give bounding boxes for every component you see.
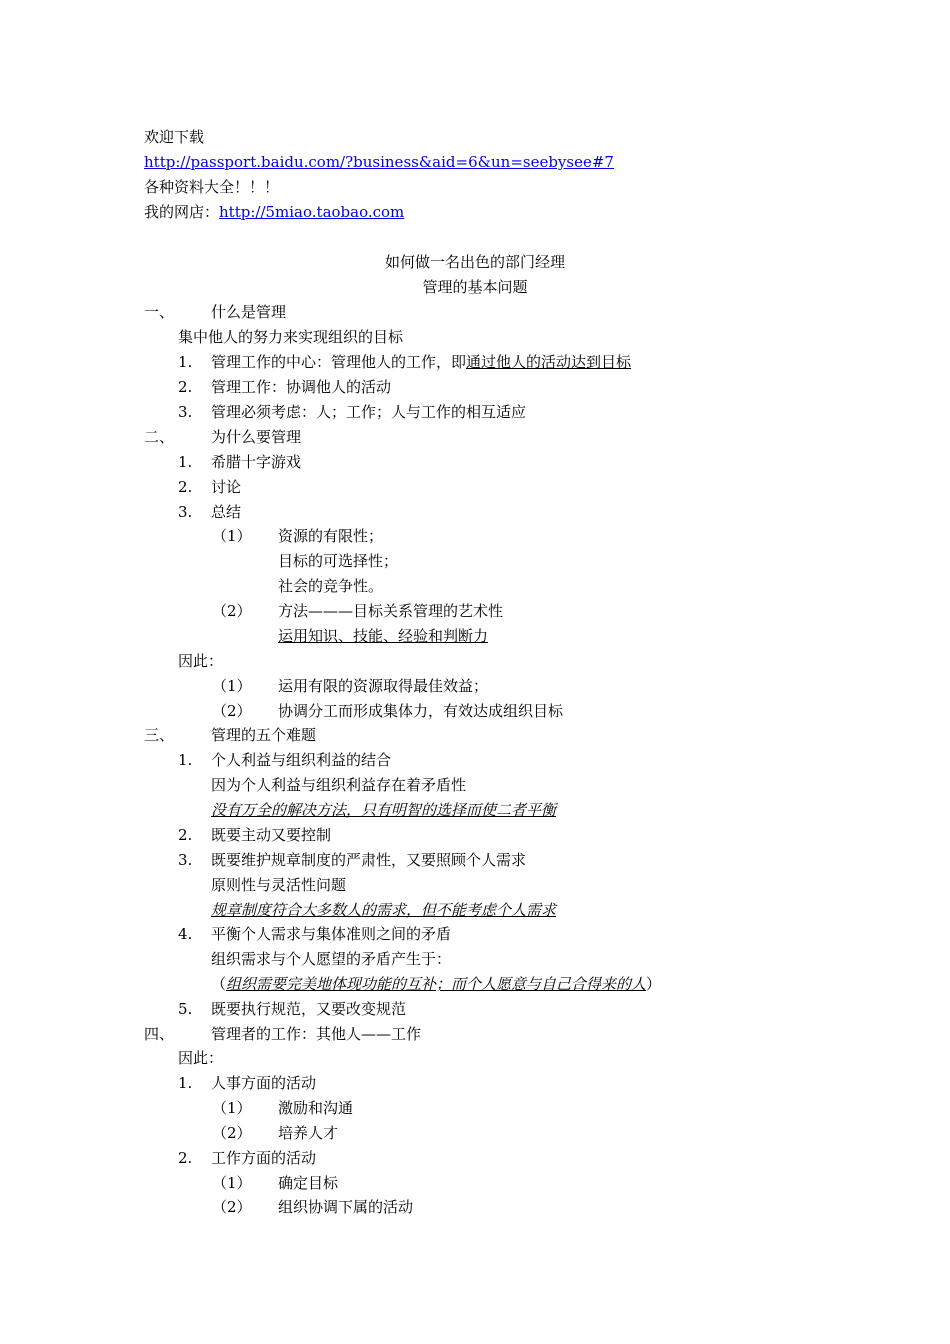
list-detail: 原则性与灵活性问题 <box>211 876 347 894</box>
shop-link[interactable]: http://5miao.taobao.com <box>219 203 405 221</box>
definition-text: 集中他人的努力来实现组织的目标 <box>178 328 404 346</box>
underlined-text: 通过他人的活动达到目标 <box>466 353 632 371</box>
welcome-text: 欢迎下载 <box>144 128 205 146</box>
sub-list-text: 目标的可选择性； <box>278 552 399 570</box>
shop-label: 我的网店： <box>144 203 220 221</box>
document-subtitle: 管理的基本问题 <box>422 278 528 296</box>
list-detail: 没有万全的解决方法，只有明智的选择而使二者平衡 <box>211 801 557 819</box>
materials-text: 各种资料大全！！！ <box>144 178 280 196</box>
shop-line <box>144 200 404 224</box>
list-detail: 规章制度符合大多数人的需求，但不能考虑个人需求 <box>211 901 557 919</box>
passport-link-line <box>144 150 614 174</box>
list-detail: （组织需要完美地体现功能的互补；而个人愿意与自己合得来的人） <box>211 975 662 993</box>
document-title: 如何做一名出色的部门经理 <box>384 253 565 271</box>
passport-link[interactable]: http://passport.baidu.com/?business&aid=6&un=seebysee#7 <box>144 153 614 171</box>
section-number: 一、 <box>144 303 175 321</box>
therefore-text: 因此： <box>178 652 224 670</box>
section-title: 什么是管理 <box>211 303 287 321</box>
list-detail: 组织需求与个人愿望的矛盾产生于： <box>211 950 452 968</box>
document-page: 欢迎下载 http://passport.baidu.com/?business&aid=6&un=seebysee#7 各种资料大全！！！ 我的网店：http://5miao.taobao.com 如何做一名出色的部门经理 管理的基本问题 一、 什么是管理 集中他人的努力来实现组织的目标 1. 管理工作的中心：管理他人的工作，即通过他人的活动达到目标 2. 管理工作：协调他人的活动 3. 管理必须考虑：人；工作；人与工作的相互适应 二、 为什么要管理 1. 希腊十字游戏 2. 讨论 3. 总结 （1） 资源的有限性； 目标的可选择性； 社会的竞争性。 （2） 方法———目标关系管理的艺术性 运用知识、技能、经验和判断力 因此： （1） 运用有限的资源取得最佳效益； （2） 协调分工而形成集体力，有效达成组织目标 三、 管理的五个难题 1. 个人利益与组织利益的结合 因为个人利益与组织利益存在着矛盾性 没有万全的解决方法，只有明智的选择而使二者平衡 2. 既要主动又要控制 3. 既要维护规章制度的严肃性，又要照顾个人需求 原则性与灵活性问题 规章制度符合大多数人的需求，但不能考虑个人需求 4. 平衡个人需求与集体准则之间的矛盾 组织需求与个人愿望的矛盾产生于： （组织需要完美地体现功能的互补；而个人愿意与自己合得来的人） 5. 既要执行规范，又要改变规范 四、 管理者的工作：其他人——工作 因此： 1. 人事方面的活动 （1） 激励和沟通 （2） 培养人才 2. 工作方面的活动 （1） 确定目标 （2） 组织协调下属的活动 <box>0 0 950 1344</box>
sub-list-text: 社会的竞争性。 <box>278 577 384 595</box>
list-detail: 因为个人利益与组织利益存在着矛盾性 <box>211 776 467 794</box>
therefore-text: 因此： <box>178 1049 224 1067</box>
sub-list-text: 运用知识、技能、经验和判断力 <box>278 627 489 645</box>
